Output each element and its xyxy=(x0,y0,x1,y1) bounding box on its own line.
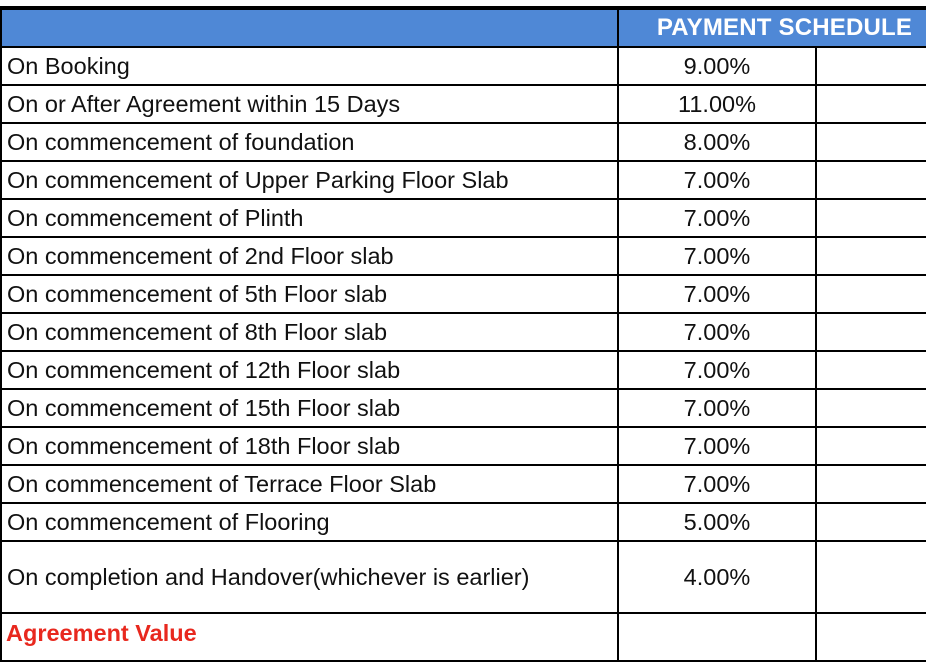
table-row xyxy=(1,389,926,427)
stage-percentage: 7.00% xyxy=(618,351,816,389)
table-row xyxy=(1,47,926,85)
stage-label: On Booking xyxy=(1,47,618,85)
empty-cell xyxy=(816,351,926,389)
header-blank-cell xyxy=(1,9,618,47)
agreement-value-label: Agreement Value xyxy=(1,613,618,661)
stage-label: On commencement of Upper Parking Floor Slab xyxy=(1,161,618,199)
table-row xyxy=(1,161,926,199)
empty-cell xyxy=(618,613,816,661)
payment-schedule-header: PAYMENT SCHEDULE xyxy=(618,9,926,47)
payment-schedule-table xyxy=(0,8,926,662)
table-row xyxy=(1,427,926,465)
empty-cell xyxy=(816,275,926,313)
table-row xyxy=(1,313,926,351)
stage-label: On commencement of foundation xyxy=(1,123,618,161)
table-row xyxy=(1,503,926,541)
empty-cell xyxy=(816,503,926,541)
top-border xyxy=(0,0,926,8)
stage-label: On commencement of 5th Floor slab xyxy=(1,275,618,313)
empty-cell xyxy=(816,199,926,237)
stage-label: On commencement of 8th Floor slab xyxy=(1,313,618,351)
stage-percentage: 7.00% xyxy=(618,199,816,237)
stage-percentage: 5.00% xyxy=(618,503,816,541)
empty-cell xyxy=(816,613,926,661)
table-row xyxy=(1,237,926,275)
stage-percentage: 7.00% xyxy=(618,275,816,313)
table-row xyxy=(1,123,926,161)
empty-cell xyxy=(816,47,926,85)
empty-cell xyxy=(816,465,926,503)
stage-label: On or After Agreement within 15 Days xyxy=(1,85,618,123)
table-row xyxy=(1,199,926,237)
stage-percentage: 9.00% xyxy=(618,47,816,85)
stage-percentage: 7.00% xyxy=(618,313,816,351)
empty-cell xyxy=(816,389,926,427)
empty-cell xyxy=(816,85,926,123)
stage-label: On completion and Handover(whichever is earlier) xyxy=(1,541,618,613)
stage-percentage: 7.00% xyxy=(618,427,816,465)
table-row xyxy=(1,275,926,313)
table-row xyxy=(1,465,926,503)
stage-percentage: 7.00% xyxy=(618,465,816,503)
agreement-value-row xyxy=(1,613,926,661)
table-row xyxy=(1,351,926,389)
stage-percentage: 8.00% xyxy=(618,123,816,161)
header-row xyxy=(1,9,926,47)
empty-cell xyxy=(816,541,926,613)
empty-cell xyxy=(816,427,926,465)
stage-label: On commencement of Plinth xyxy=(1,199,618,237)
stage-label: On commencement of 15th Floor slab xyxy=(1,389,618,427)
stage-label: On commencement of 12th Floor slab xyxy=(1,351,618,389)
empty-cell xyxy=(816,313,926,351)
table-row xyxy=(1,541,926,613)
stage-label: On commencement of Flooring xyxy=(1,503,618,541)
empty-cell xyxy=(816,161,926,199)
stage-percentage: 4.00% xyxy=(618,541,816,613)
stage-percentage: 7.00% xyxy=(618,237,816,275)
stage-percentage: 7.00% xyxy=(618,389,816,427)
stage-label: On commencement of Terrace Floor Slab xyxy=(1,465,618,503)
stage-percentage: 7.00% xyxy=(618,161,816,199)
empty-cell xyxy=(816,123,926,161)
table-row xyxy=(1,85,926,123)
empty-cell xyxy=(816,237,926,275)
stage-percentage: 11.00% xyxy=(618,85,816,123)
stage-label: On commencement of 18th Floor slab xyxy=(1,427,618,465)
stage-label: On commencement of 2nd Floor slab xyxy=(1,237,618,275)
